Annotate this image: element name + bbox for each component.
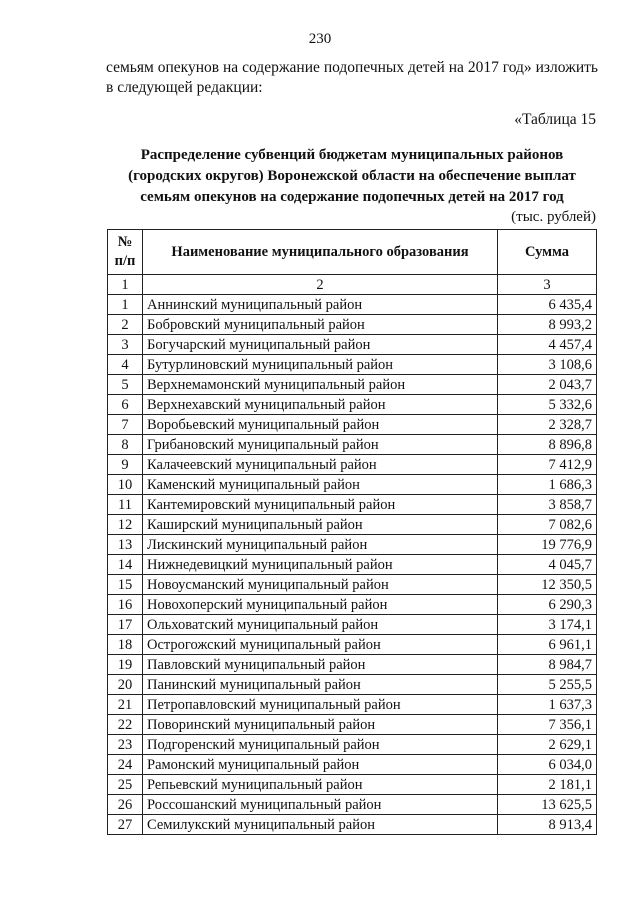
table-row	[108, 555, 597, 575]
row-sum: 2 328,7	[498, 415, 597, 435]
row-number: 13	[108, 535, 143, 555]
row-number: 18	[108, 635, 143, 655]
row-number: 5	[108, 375, 143, 395]
table-reference: «Таблица 15	[514, 111, 596, 128]
row-number: 9	[108, 455, 143, 475]
row-name: Нижнедевицкий муниципальный район	[143, 555, 498, 575]
row-number: 6	[108, 395, 143, 415]
row-sum: 1 637,3	[498, 695, 597, 715]
row-number: 24	[108, 755, 143, 775]
table-row	[108, 295, 597, 315]
row-name: Новоусманский муниципальный район	[143, 575, 498, 595]
index-cell: 1	[108, 275, 143, 295]
row-number: 21	[108, 695, 143, 715]
row-sum: 7 082,6	[498, 515, 597, 535]
row-name: Поворинский муниципальный район	[143, 715, 498, 735]
row-name: Лискинский муниципальный район	[143, 535, 498, 555]
row-number: 26	[108, 795, 143, 815]
row-sum: 3 858,7	[498, 495, 597, 515]
row-number: 4	[108, 355, 143, 375]
page-number: 230	[308, 31, 332, 47]
table-row	[108, 455, 597, 475]
row-sum: 3 174,1	[498, 615, 597, 635]
header-num: № п/п	[108, 230, 143, 275]
table-row	[108, 675, 597, 695]
row-name: Подгоренский муниципальный район	[143, 735, 498, 755]
row-name: Острогожский муниципальный район	[143, 635, 498, 655]
row-number: 19	[108, 655, 143, 675]
row-name: Репьевский муниципальный район	[143, 775, 498, 795]
row-sum: 13 625,5	[498, 795, 597, 815]
row-number: 22	[108, 715, 143, 735]
row-number: 16	[108, 595, 143, 615]
row-number: 25	[108, 775, 143, 795]
row-number: 20	[108, 675, 143, 695]
row-number: 27	[108, 815, 143, 835]
row-number: 14	[108, 555, 143, 575]
row-number: 2	[108, 315, 143, 335]
table-title: Распределение субвенций бюджетам муниципальных районов (городских округов) Воронежской области на обеспечение выплат семьям опекунов на содержание подопечных детей на 2017 год	[128, 147, 576, 205]
row-sum: 5 255,5	[498, 675, 597, 695]
table-row	[108, 655, 597, 675]
row-sum: 4 045,7	[498, 555, 597, 575]
row-sum: 4 457,4	[498, 335, 597, 355]
header-row	[108, 230, 597, 275]
row-sum: 8 993,2	[498, 315, 597, 335]
row-name: Богучарский муниципальный район	[143, 335, 498, 355]
index-cell: 2	[143, 275, 498, 295]
row-name: Бобровский муниципальный район	[143, 315, 498, 335]
row-number: 10	[108, 475, 143, 495]
table-row	[108, 755, 597, 775]
table-row	[108, 495, 597, 515]
row-name: Аннинский муниципальный район	[143, 295, 498, 315]
table-row	[108, 315, 597, 335]
subvention-table	[107, 229, 597, 835]
row-name: Бутурлиновский муниципальный район	[143, 355, 498, 375]
row-name: Павловский муниципальный район	[143, 655, 498, 675]
table-row	[108, 715, 597, 735]
intro-text: семьям опекунов на содержание подопечных детей на 2017 год» изложить в следующей редакции:	[106, 59, 598, 96]
table-row	[108, 815, 597, 835]
row-number: 15	[108, 575, 143, 595]
row-name: Верхнемамонский муниципальный район	[143, 375, 498, 395]
index-row	[108, 275, 597, 295]
row-sum: 3 108,6	[498, 355, 597, 375]
header-name: Наименование муниципального образования	[143, 230, 498, 275]
row-number: 23	[108, 735, 143, 755]
row-name: Новохоперский муниципальный район	[143, 595, 498, 615]
table-row	[108, 535, 597, 555]
row-sum: 12 350,5	[498, 575, 597, 595]
row-name: Россошанский муниципальный район	[143, 795, 498, 815]
row-sum: 19 776,9	[498, 535, 597, 555]
row-sum: 8 984,7	[498, 655, 597, 675]
table-row	[108, 595, 597, 615]
table-row	[108, 695, 597, 715]
row-name: Верхнехавский муниципальный район	[143, 395, 498, 415]
header-sum: Сумма	[498, 230, 597, 275]
row-sum: 2 629,1	[498, 735, 597, 755]
row-sum: 1 686,3	[498, 475, 597, 495]
row-sum: 6 034,0	[498, 755, 597, 775]
table-row	[108, 635, 597, 655]
row-name: Каширский муниципальный район	[143, 515, 498, 535]
table-row	[108, 475, 597, 495]
row-name: Калачеевский муниципальный район	[143, 455, 498, 475]
row-sum: 2 181,1	[498, 775, 597, 795]
row-number: 7	[108, 415, 143, 435]
row-name: Грибановский муниципальный район	[143, 435, 498, 455]
table-row	[108, 775, 597, 795]
row-sum: 7 412,9	[498, 455, 597, 475]
row-number: 3	[108, 335, 143, 355]
units-label: (тыс. рублей)	[511, 209, 596, 225]
table-row	[108, 575, 597, 595]
table-row	[108, 415, 597, 435]
row-sum: 8 913,4	[498, 815, 597, 835]
row-sum: 8 896,8	[498, 435, 597, 455]
table-row	[108, 335, 597, 355]
table-row	[108, 435, 597, 455]
row-number: 12	[108, 515, 143, 535]
table-row	[108, 735, 597, 755]
row-sum: 7 356,1	[498, 715, 597, 735]
table-row	[108, 795, 597, 815]
row-name: Рамонский муниципальный район	[143, 755, 498, 775]
row-sum: 6 435,4	[498, 295, 597, 315]
table-row	[108, 515, 597, 535]
row-name: Петропавловский муниципальный район	[143, 695, 498, 715]
row-number: 1	[108, 295, 143, 315]
table-row	[108, 615, 597, 635]
row-name: Кантемировский муниципальный район	[143, 495, 498, 515]
row-sum: 5 332,6	[498, 395, 597, 415]
index-cell: 3	[498, 275, 597, 295]
table-row	[108, 355, 597, 375]
row-name: Семилукский муниципальный район	[143, 815, 498, 835]
row-number: 17	[108, 615, 143, 635]
row-number: 11	[108, 495, 143, 515]
table-row	[108, 395, 597, 415]
row-name: Панинский муниципальный район	[143, 675, 498, 695]
row-name: Воробьевский муниципальный район	[143, 415, 498, 435]
row-sum: 2 043,7	[498, 375, 597, 395]
row-number: 8	[108, 435, 143, 455]
row-sum: 6 961,1	[498, 635, 597, 655]
table-row	[108, 375, 597, 395]
row-name: Ольховатский муниципальный район	[143, 615, 498, 635]
row-name: Каменский муниципальный район	[143, 475, 498, 495]
row-sum: 6 290,3	[498, 595, 597, 615]
